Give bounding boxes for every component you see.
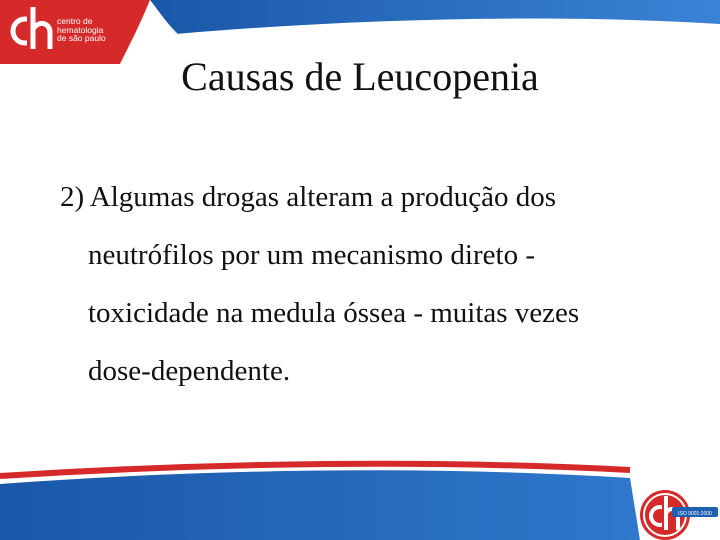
slide-title: Causas de Leucopenia: [181, 54, 539, 99]
footer-blue-shape: [0, 470, 640, 540]
footer-band: [0, 455, 720, 540]
header-blue-shape: [150, 0, 720, 34]
logo-line: de são paulo: [57, 33, 106, 43]
logo-wordmark: [57, 17, 106, 43]
body-line: toxicidade na medula óssea - muitas vezes: [88, 297, 580, 329]
logo-line: centro de: [57, 16, 93, 26]
slide-body: [60, 168, 680, 400]
logo-line: hematologia: [57, 24, 104, 35]
iso-badge-label: ISO 9001:2000: [678, 511, 712, 517]
body-line: dose-dependente.: [88, 355, 291, 387]
body-line: 2) Algumas drogas alteram a produção dos: [60, 181, 557, 213]
body-line: neutrófilos por um mecanismo direto -: [88, 239, 535, 271]
